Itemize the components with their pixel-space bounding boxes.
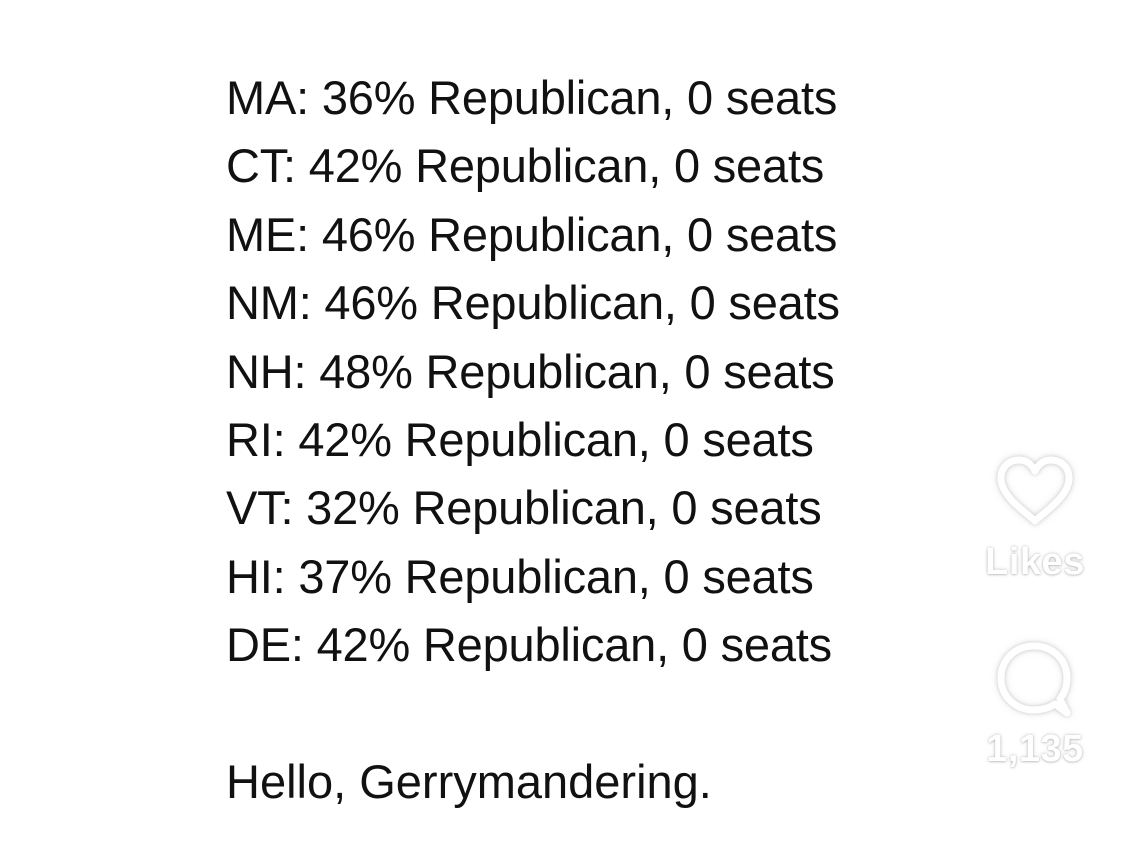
post-line-de: DE: 42% Republican, 0 seats	[226, 618, 832, 672]
post-line-ma: MA: 36% Republican, 0 seats	[226, 71, 838, 124]
post-line-me: ME: 46% Republican, 0 seats	[226, 207, 838, 261]
post-line-hi: HI: 37% Republican, 0 seats	[226, 549, 814, 603]
post-line-ri: RI: 42% Republican, 0 seats	[226, 413, 814, 467]
comment-count: 1,135	[986, 728, 1084, 770]
action-rail	[960, 455, 1110, 771]
post-line-nm: NM: 46% Republican, 0 seats	[226, 276, 840, 330]
likes-label: Likes	[985, 541, 1085, 583]
comment-bubble-icon	[993, 640, 1077, 720]
heart-icon	[993, 455, 1077, 527]
post-closing-line: Hello, Gerrymandering.	[226, 754, 712, 808]
post-line-vt: VT: 32% Republican, 0 seats	[226, 481, 822, 535]
post-spacer	[226, 680, 926, 748]
post-line-ct: CT: 42% Republican, 0 seats	[226, 139, 825, 193]
comment-button[interactable]	[960, 640, 1110, 771]
post-text	[226, 64, 926, 816]
post-line-nh: NH: 48% Republican, 0 seats	[226, 344, 835, 398]
like-button[interactable]	[960, 455, 1110, 584]
